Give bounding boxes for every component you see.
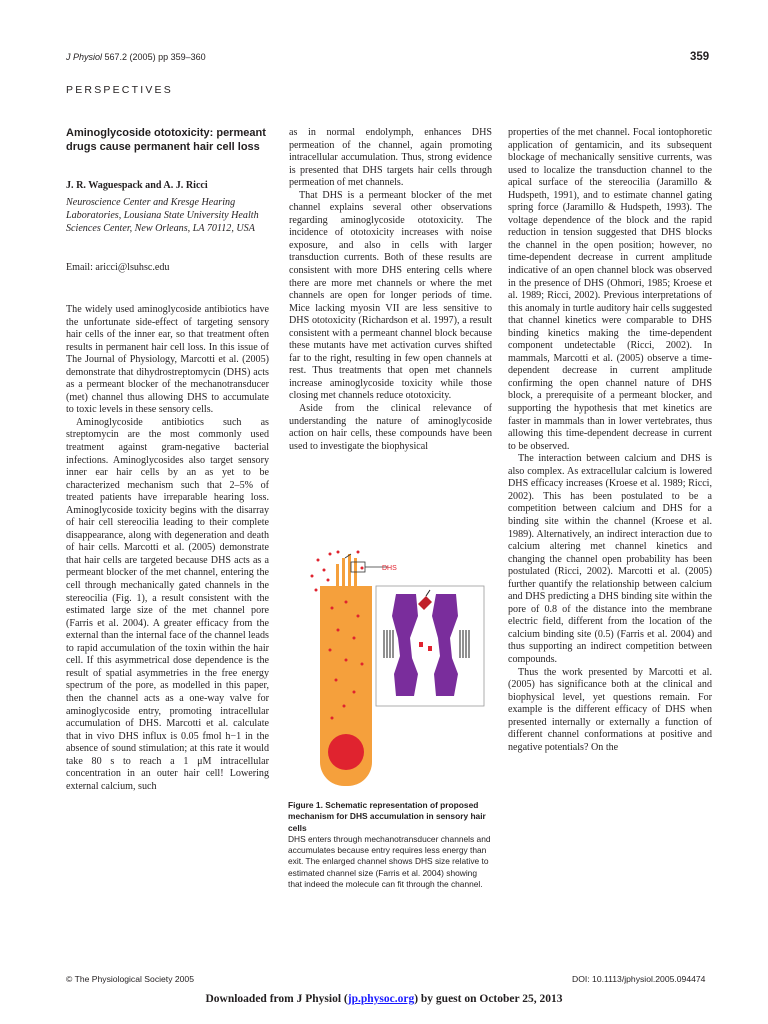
journal-header	[66, 52, 206, 62]
download-prefix: Downloaded from J Physiol (	[205, 993, 348, 1005]
copyright: © The Physiological Society 2005	[66, 974, 194, 984]
article-email: Email: aricci@lsuhsc.edu	[66, 262, 170, 273]
met-channel	[384, 590, 469, 696]
figure-caption	[288, 800, 492, 890]
figure-1	[288, 546, 493, 786]
body-column-3	[508, 127, 712, 754]
paragraph: Aminoglycoside antibiotics such as streptomycin are the most commonly used treatment against gram-negative bacterial infections. Aminoglycosides also target sensory inner ear hair cells by an as yet to be characterized mechanism such that 2–5% of treated patients have irreparable hearing loss. Aminoglycoside toxicity begins with the disarray of hair cell stereocilia leading to their complete disappearance, along with degeneration and death of hair cells. Marcotti et al. (2005) demonstrate that hair cells are targeted because DHS acts as a permeant blocker of the met channel, entering the cell through mechanically gated channels in the stereocilia (Fig. 1), a result consistent with the estimated large size of the met channel pore (Farris et al. 2004). A greater efficacy from the external than the internal face of the channel leads to rapid accumulation of the toxin within the hair cell. If this asymmetrical dose dependence is the result of spatial asymmetries in the free energy spectrum of the pore, as modelled in this paper, then the channel acts as a one-way valve for aminoglycoside entry, promoting intracellular accumulation of DHS. Marcotti et al. calculate that in vivo DHS influx is 0.05 fmol h−1 in the absence of sound stimulation; at this rate it would take 80 s to reach a 1 μM intracellular concentration in an outer hair cell! Lowering external calcium, such	[66, 416, 269, 792]
caption-text: DHS enters through mechanotransducer channels and accumulates because entry requires less energy than exit. The enlarged channel shows DHS size relative to estimated channel size (Farris et al. 2004) showing that indeed the molecule can fit through the channel.	[288, 833, 491, 890]
journal-citation: 567.2 (2005) pp 359–360	[104, 52, 206, 62]
caption-title: Figure 1. Schematic representation of proposed mechanism for DHS accumulation in sensory hair cells	[288, 800, 486, 833]
dhs-label: DHS	[382, 565, 397, 572]
dhs-molecule	[418, 596, 432, 610]
download-notice	[0, 993, 768, 1005]
stereocilium	[336, 564, 339, 586]
paragraph: as in normal endolymph, enhances DHS permeation of the channel, again promoting intracellular accumulation. Thus, strong evidence is presented that DHS targets hair cells through permeation of met channels.	[289, 127, 492, 189]
journal-name: J Physiol	[66, 52, 103, 62]
stereocilium	[342, 558, 345, 586]
body-column-1	[66, 304, 269, 793]
page-number: 359	[690, 51, 710, 63]
paragraph: Thus the work presented by Marcotti et al. (2005) has significance both at the clinical and biophysical level, yet questions remain. For example is the different efficacy of DHS when presented internally or externally a function of different channel conformations at positive and negative potentials? On the	[508, 666, 712, 753]
paragraph: properties of the met channel. Focal iontophoretic application of gentamicin, and its subsequent blockage of mechanically sensitive currents, was used to localize the transduction channel to the apical surface of the stereocilia (Jaramillo & Hudspeth, 1991), and to estimate channel gating spring force (Jaramillo & Hudspeth, 1993). The voltage dependence of the block and the rapid reduction in tension suggested that DHS blocks the channel in the open position; however, no time-dependent decrease in current amplitude indicative of an open channel block was observed in the presence of DHS (Ohmori, 1985; Kroese et al. 1989; Ricci, 2002). Previous interpretations of this anomaly in turtle auditory hair cells suggested that channel kinetics were comparable to DHS binding kinetics making the time-dependent component undetectable (Ricci, 2002). In mammals, Marcotti et al. (2005) observe a time-dependent decrease in current amplitude confirming the open channel nature of DHS block, a prerequisite of a permeant blocker, and supporting the hypothesis that met kinetics are faster in mammals than in lower vertebrates, thus allowing this time-dependent decrease in current to be observed.	[508, 127, 712, 452]
paragraph: Aside from the clinical relevance of understanding the nature of aminoglycoside action on hair cells, these compounds have been used to investigate the biophysical	[289, 403, 492, 452]
article-title: Aminoglycoside ototoxicity: permeant drugs cause permanent hair cell loss	[66, 127, 266, 153]
nucleus	[328, 734, 364, 770]
paragraph: The widely used aminoglycoside antibiotics have the unfortunate side-effect of targeting sensory hair cells of the inner ear, so that treatment often results in permanent hair cell loss. In this issue of The Journal of Physiology, Marcotti et al. (2005) demonstrate that dihydrostreptomycin (DHS) acts as a permeant blocker of the mechanotransducer (met) channel thus allowing DHS to accumulate to toxic levels in these sensory cells.	[66, 304, 269, 416]
download-link[interactable]: jp.physoc.org	[347, 993, 415, 1005]
paragraph: The interaction between calcium and DHS is also complex. As extracellular calcium is lowered DHS efficacy increases (Kroese et al. 1989; Ricci, 2002). This has been postulated to be a competition between calcium and DHS for a binding site within the channel (Kroese et al. 1989). Alternatively, an indirect interaction due to calcium altering met channel kinetics and changing the channel open probability has been postulated (Ricci, 2002). Marcotti et al. (2005) further quantify the relationship between calcium and DHS predicting a DHS binding site within the pore of 0.8 of the distance into the membrane electric field, different from the location of the calcium binding site (0.5) (Farris et al. 2004) and thus supporting an indirect competition between compounds.	[508, 453, 712, 665]
download-suffix: ) by guest on October 25, 2013	[414, 993, 563, 1005]
doi: DOI: 10.1113/jphysiol.2005.094474	[572, 974, 706, 984]
article-authors: J. R. Waguespack and A. J. Ricci	[66, 180, 208, 191]
hair-cell-schematic	[288, 546, 493, 786]
article-affiliation: Neuroscience Center and Kresge Hearing Laboratories, Lousiana State University Health Sciences Center, New Orleans, LA 70112, USA	[66, 197, 259, 234]
body-column-2	[289, 127, 492, 453]
section-title: PERSPECTIVES	[66, 84, 173, 96]
stereocilium	[348, 554, 351, 586]
paragraph: That DHS is a permeant blocker of the met channel explains several other observations regarding aminoglycoside ototoxicity. The incidence of ototoxicity increases with noise exposure, and also in cells with larger transduction currents. Both of these results are consistent with more DHS entering cells where there are more met channels or where the met channels are open for longer periods of time. Mice lacking myosin VII are less sensitive to DHS ototoxicity (Richardson et al. 1997), a result consistent with a permeant channel block because these mutants have met activation curves shifted far to the right, resulting in few open channels at rest. Thus treatments that open met channels increase aminoglycoside toxicity while those closing met channels reduce ototoxicity.	[289, 189, 492, 402]
